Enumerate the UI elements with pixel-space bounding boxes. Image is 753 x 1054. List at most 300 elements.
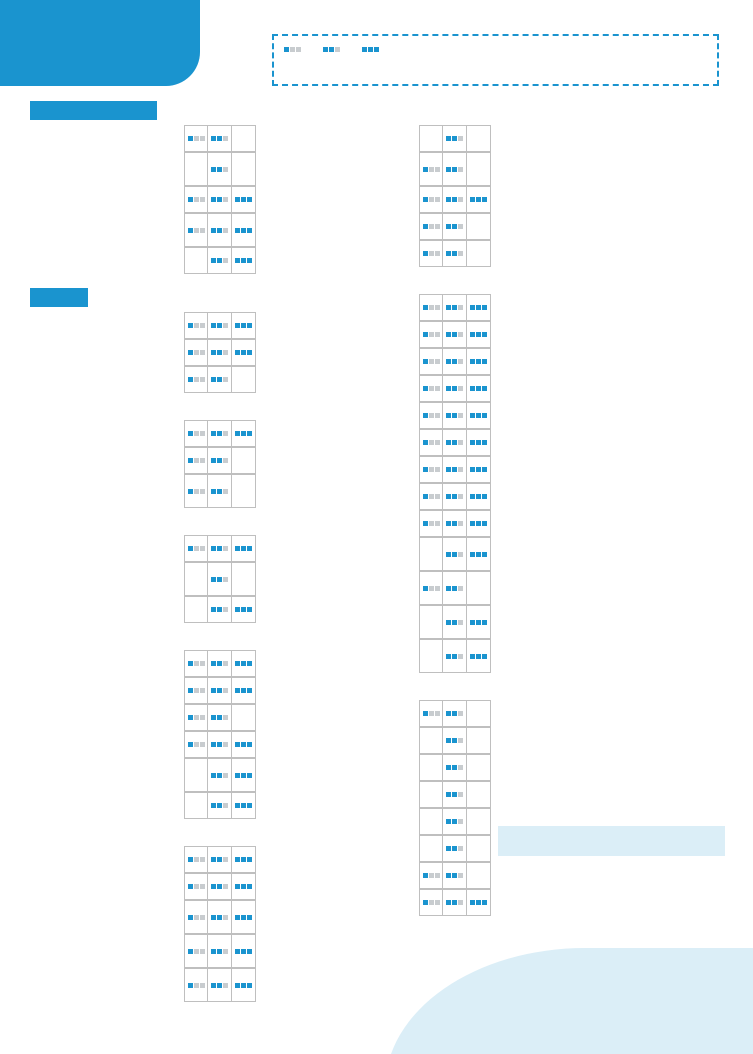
toc-item[interactable] [30, 420, 256, 447]
toc-item[interactable] [265, 835, 491, 862]
toc-item[interactable] [265, 754, 491, 781]
difficulty-cells [184, 247, 256, 274]
toc-item[interactable] [30, 535, 256, 562]
toc-item[interactable] [30, 213, 256, 247]
level-2-icon [211, 661, 228, 666]
difficulty-cell [184, 447, 208, 474]
difficulty-cell [208, 900, 232, 934]
ripasso-item[interactable] [30, 393, 256, 420]
toc-item[interactable] [30, 650, 256, 677]
difficulty-cell [467, 754, 491, 781]
level-1-icon [423, 167, 440, 172]
difficulty-cells [184, 596, 256, 623]
difficulty-cell [443, 700, 467, 727]
difficulty-cell [419, 808, 443, 835]
difficulty-cell [208, 758, 232, 792]
level-2-icon [211, 773, 228, 778]
level-2-icon [211, 983, 228, 988]
difficulty-cell [232, 339, 256, 366]
level-2-icon [323, 47, 340, 52]
level-2-icon [211, 546, 228, 551]
legend-level-2 [323, 47, 348, 52]
toc-item[interactable] [265, 152, 491, 186]
difficulty-cell [419, 727, 443, 754]
difficulty-cell [443, 537, 467, 571]
difficulty-cells [419, 727, 491, 754]
level-2-icon [211, 884, 228, 889]
toc-item[interactable] [265, 240, 491, 267]
difficulty-cell [232, 731, 256, 758]
level-3-icon [235, 688, 252, 693]
difficulty-cells [184, 792, 256, 819]
difficulty-cell [443, 321, 467, 348]
difficulty-cells [419, 510, 491, 537]
difficulty-cell [419, 375, 443, 402]
level-2-icon [211, 688, 228, 693]
level-3-icon [470, 305, 487, 310]
toc-item[interactable] [30, 934, 256, 968]
level-3-icon [235, 607, 252, 612]
level-2-icon [211, 197, 228, 202]
difficulty-cell [443, 754, 467, 781]
toc-item[interactable] [265, 862, 491, 889]
level-2-icon [446, 224, 463, 229]
toc-item[interactable] [265, 294, 491, 321]
toc-item[interactable] [265, 348, 491, 375]
level-1-icon [423, 900, 440, 905]
difficulty-cell [232, 366, 256, 393]
difficulty-cell [232, 186, 256, 213]
level-3-icon [470, 359, 487, 364]
toc-item[interactable] [30, 596, 256, 623]
difficulty-cell [419, 186, 443, 213]
toc-item[interactable] [30, 562, 256, 596]
level-1-icon [423, 873, 440, 878]
difficulty-cells [184, 312, 256, 339]
level-1-icon [423, 251, 440, 256]
difficulty-cell [184, 731, 208, 758]
difficulty-cell [184, 596, 208, 623]
difficulty-cell [467, 321, 491, 348]
level-1-icon [423, 467, 440, 472]
toc-item[interactable] [30, 312, 256, 339]
difficulty-cell [443, 889, 467, 916]
difficulty-cells [419, 213, 491, 240]
difficulty-cell [184, 339, 208, 366]
difficulty-cells [184, 339, 256, 366]
difficulty-cells [419, 781, 491, 808]
difficulty-cell [208, 339, 232, 366]
difficulty-cells [184, 934, 256, 968]
difficulty-cell [419, 483, 443, 510]
level-2-icon [211, 258, 228, 263]
ripasso-item[interactable] [265, 673, 491, 700]
difficulty-cell [184, 562, 208, 596]
level-2-icon [446, 359, 463, 364]
difficulty-cell [419, 321, 443, 348]
toc-item[interactable] [30, 339, 256, 366]
toc-item[interactable] [30, 731, 256, 758]
level-1-icon [188, 715, 205, 720]
toc-item[interactable] [265, 402, 491, 429]
toc-item[interactable] [30, 186, 256, 213]
difficulty-cell [443, 835, 467, 862]
toc-item[interactable] [265, 571, 491, 605]
difficulty-cell [208, 213, 232, 247]
difficulty-cell [467, 808, 491, 835]
difficulty-cell [419, 213, 443, 240]
toc-item[interactable] [30, 704, 256, 731]
level-2-icon [446, 738, 463, 743]
difficulty-cells [184, 968, 256, 1002]
level-1-icon [188, 431, 205, 436]
difficulty-cell [184, 312, 208, 339]
level-2-icon [211, 136, 228, 141]
level-2-icon [211, 323, 228, 328]
difficulty-cell [443, 294, 467, 321]
difficulty-cell [184, 247, 208, 274]
difficulty-cell [184, 873, 208, 900]
difficulty-cells [184, 731, 256, 758]
difficulty-cells [184, 562, 256, 596]
difficulty-cell [419, 862, 443, 889]
toc-item[interactable] [265, 700, 491, 727]
level-3-icon [235, 803, 252, 808]
level-2-icon [446, 167, 463, 172]
level-1-icon [423, 711, 440, 716]
level-1-icon [423, 494, 440, 499]
level-2-icon [211, 577, 228, 582]
level-2-icon [446, 305, 463, 310]
difficulty-cell [208, 968, 232, 1002]
difficulty-cell [443, 781, 467, 808]
level-3-icon [470, 620, 487, 625]
ripasso-item[interactable] [30, 819, 256, 846]
level-2-icon [446, 846, 463, 851]
level-3-icon [470, 552, 487, 557]
difficulty-cells [419, 700, 491, 727]
difficulty-cell [184, 677, 208, 704]
toc-item[interactable] [265, 321, 491, 348]
level-2-icon [446, 819, 463, 824]
difficulty-cell [208, 312, 232, 339]
level-1-icon [188, 458, 205, 463]
level-1-icon [188, 489, 205, 494]
difficulty-cell [419, 348, 443, 375]
level-2-icon [211, 715, 228, 720]
section-header-numeri [30, 288, 88, 307]
ripasso-item[interactable] [30, 508, 256, 535]
difficulty-cell [443, 510, 467, 537]
difficulty-legend [272, 34, 719, 86]
ripasso-item[interactable] [30, 1002, 256, 1029]
difficulty-cells [184, 650, 256, 677]
difficulty-cell [419, 456, 443, 483]
difficulty-cell [419, 402, 443, 429]
difficulty-cell [232, 900, 256, 934]
difficulty-cell [184, 186, 208, 213]
toc-item[interactable] [265, 537, 491, 571]
difficulty-cell [232, 125, 256, 152]
difficulty-cell [232, 596, 256, 623]
difficulty-cell [467, 294, 491, 321]
toc-item[interactable] [265, 639, 491, 673]
difficulty-cell [232, 873, 256, 900]
difficulty-cells [184, 758, 256, 792]
level-3-icon [235, 742, 252, 747]
toc-item[interactable] [265, 483, 491, 510]
toc-item[interactable] [265, 727, 491, 754]
level-1-icon [188, 197, 205, 202]
difficulty-cell [443, 727, 467, 754]
difficulty-cell [208, 420, 232, 447]
title-tab [0, 0, 200, 86]
difficulty-cell [232, 213, 256, 247]
difficulty-cell [184, 900, 208, 934]
difficulty-cells [419, 483, 491, 510]
level-3-icon [470, 386, 487, 391]
difficulty-cell [467, 456, 491, 483]
level-3-icon [235, 983, 252, 988]
level-1-icon [188, 228, 205, 233]
level-3-icon [235, 350, 252, 355]
level-3-icon [235, 258, 252, 263]
difficulty-cell [467, 537, 491, 571]
level-2-icon [211, 742, 228, 747]
difficulty-cell [467, 213, 491, 240]
level-1-icon [423, 197, 440, 202]
difficulty-cell [208, 474, 232, 508]
difficulty-cells [419, 639, 491, 673]
level-2-icon [446, 251, 463, 256]
difficulty-cell [467, 889, 491, 916]
ripasso-item[interactable] [265, 267, 491, 294]
difficulty-cells [184, 873, 256, 900]
difficulty-cell [419, 571, 443, 605]
difficulty-cell [208, 650, 232, 677]
level-2-icon [446, 552, 463, 557]
toc-item[interactable] [265, 429, 491, 456]
level-3-icon [235, 323, 252, 328]
toc-item[interactable] [30, 968, 256, 1002]
difficulty-cell [443, 483, 467, 510]
difficulty-cell [467, 375, 491, 402]
difficulty-cell [467, 835, 491, 862]
difficulty-cells [419, 294, 491, 321]
level-3-icon [470, 332, 487, 337]
difficulty-cells [419, 456, 491, 483]
difficulty-cells [419, 375, 491, 402]
difficulty-cell [467, 571, 491, 605]
level-2-icon [211, 607, 228, 612]
difficulty-cells [419, 429, 491, 456]
difficulty-cell [443, 125, 467, 152]
difficulty-cell [232, 758, 256, 792]
difficulty-cell [419, 835, 443, 862]
level-2-icon [211, 167, 228, 172]
difficulty-cell [467, 186, 491, 213]
level-2-icon [446, 620, 463, 625]
level-2-icon [211, 915, 228, 920]
difficulty-cell [232, 968, 256, 1002]
difficulty-cell [208, 125, 232, 152]
difficulty-cell [443, 152, 467, 186]
difficulty-cell [443, 862, 467, 889]
toc-item[interactable] [30, 125, 256, 152]
difficulty-cells [184, 366, 256, 393]
difficulty-cell [443, 639, 467, 673]
level-2-icon [446, 792, 463, 797]
level-1-icon [188, 688, 205, 693]
difficulty-cell [419, 754, 443, 781]
difficulty-cell [184, 474, 208, 508]
toc-item[interactable] [265, 125, 491, 152]
level-3-icon [470, 521, 487, 526]
toc-item[interactable] [30, 152, 256, 186]
level-1-icon [423, 332, 440, 337]
difficulty-cells [184, 677, 256, 704]
difficulty-cell [232, 535, 256, 562]
difficulty-cell [443, 375, 467, 402]
toc-item[interactable] [30, 247, 256, 274]
level-2-icon [446, 197, 463, 202]
level-1-icon [423, 305, 440, 310]
difficulty-cell [232, 447, 256, 474]
difficulty-cells [419, 862, 491, 889]
difficulty-cell [208, 596, 232, 623]
difficulty-cell [208, 934, 232, 968]
toc-item[interactable] [30, 677, 256, 704]
toc-item[interactable] [30, 873, 256, 900]
difficulty-cells [419, 240, 491, 267]
difficulty-cell [208, 247, 232, 274]
toc-item[interactable] [265, 781, 491, 808]
level-3-icon [235, 661, 252, 666]
difficulty-cell [232, 846, 256, 873]
level-1-icon [423, 440, 440, 445]
level-1-icon [188, 983, 205, 988]
level-1-icon [423, 586, 440, 591]
level-3-icon [235, 915, 252, 920]
difficulty-cell [419, 605, 443, 639]
toc-item[interactable] [265, 375, 491, 402]
level-3-icon [470, 440, 487, 445]
level-2-icon [446, 521, 463, 526]
difficulty-cell [419, 510, 443, 537]
difficulty-cells [184, 474, 256, 508]
difficulty-cell [184, 125, 208, 152]
level-3-icon [470, 467, 487, 472]
difficulty-cell [208, 704, 232, 731]
difficulty-cell [443, 348, 467, 375]
difficulty-cell [467, 125, 491, 152]
difficulty-cell [467, 348, 491, 375]
difficulty-cell [443, 402, 467, 429]
difficulty-cell [208, 186, 232, 213]
level-1-icon [188, 857, 205, 862]
toc-item[interactable] [265, 889, 491, 916]
level-2-icon [211, 377, 228, 382]
section-header-ricominciare [30, 101, 157, 120]
difficulty-cells [419, 321, 491, 348]
level-3-icon [235, 884, 252, 889]
level-2-icon [446, 765, 463, 770]
legend-level-3 [362, 47, 387, 52]
difficulty-cell [467, 605, 491, 639]
toc-item[interactable] [265, 808, 491, 835]
mappe-schemi-box[interactable] [498, 826, 725, 856]
toc-item[interactable] [30, 366, 256, 393]
level-1-icon [188, 546, 205, 551]
difficulty-cell [208, 366, 232, 393]
difficulty-cell [467, 240, 491, 267]
difficulty-cell [208, 562, 232, 596]
difficulty-cells [184, 900, 256, 934]
difficulty-cell [443, 605, 467, 639]
difficulty-cells [419, 537, 491, 571]
level-3-icon [235, 857, 252, 862]
difficulty-cell [232, 704, 256, 731]
toc-item[interactable] [30, 792, 256, 819]
difficulty-cells [184, 447, 256, 474]
difficulty-cell [467, 429, 491, 456]
legend-levels [284, 47, 707, 52]
difficulty-cell [419, 429, 443, 456]
difficulty-cells [184, 186, 256, 213]
toc-item[interactable] [265, 213, 491, 240]
difficulty-cell [232, 650, 256, 677]
toc-item[interactable] [30, 447, 256, 474]
difficulty-cell [419, 294, 443, 321]
difficulty-cell [232, 792, 256, 819]
level-2-icon [446, 413, 463, 418]
difficulty-cell [443, 240, 467, 267]
toc-item[interactable] [265, 605, 491, 639]
difficulty-cell [208, 447, 232, 474]
difficulty-cell [184, 758, 208, 792]
difficulty-cell [208, 731, 232, 758]
difficulty-cells [184, 125, 256, 152]
level-2-icon [446, 654, 463, 659]
level-3-icon [235, 773, 252, 778]
difficulty-cell [208, 535, 232, 562]
difficulty-cell [184, 152, 208, 186]
difficulty-cell [208, 677, 232, 704]
difficulty-cells [184, 535, 256, 562]
toc-item[interactable] [265, 186, 491, 213]
toc-item[interactable] [265, 510, 491, 537]
level-2-icon [211, 458, 228, 463]
difficulty-cell [467, 639, 491, 673]
level-3-icon [235, 431, 252, 436]
level-2-icon [446, 711, 463, 716]
level-1-icon [423, 386, 440, 391]
level-1-icon [188, 884, 205, 889]
toc-item[interactable] [30, 900, 256, 934]
toc-item[interactable] [30, 758, 256, 792]
difficulty-cell [419, 889, 443, 916]
toc-item[interactable] [265, 456, 491, 483]
difficulty-cell [467, 402, 491, 429]
difficulty-cell [184, 968, 208, 1002]
difficulty-cell [443, 429, 467, 456]
difficulty-cell [467, 510, 491, 537]
ripasso-item[interactable] [30, 623, 256, 650]
toc-item[interactable] [30, 474, 256, 508]
toc-item[interactable] [30, 846, 256, 873]
level-2-icon [446, 873, 463, 878]
ripasso-item[interactable] [265, 916, 491, 943]
